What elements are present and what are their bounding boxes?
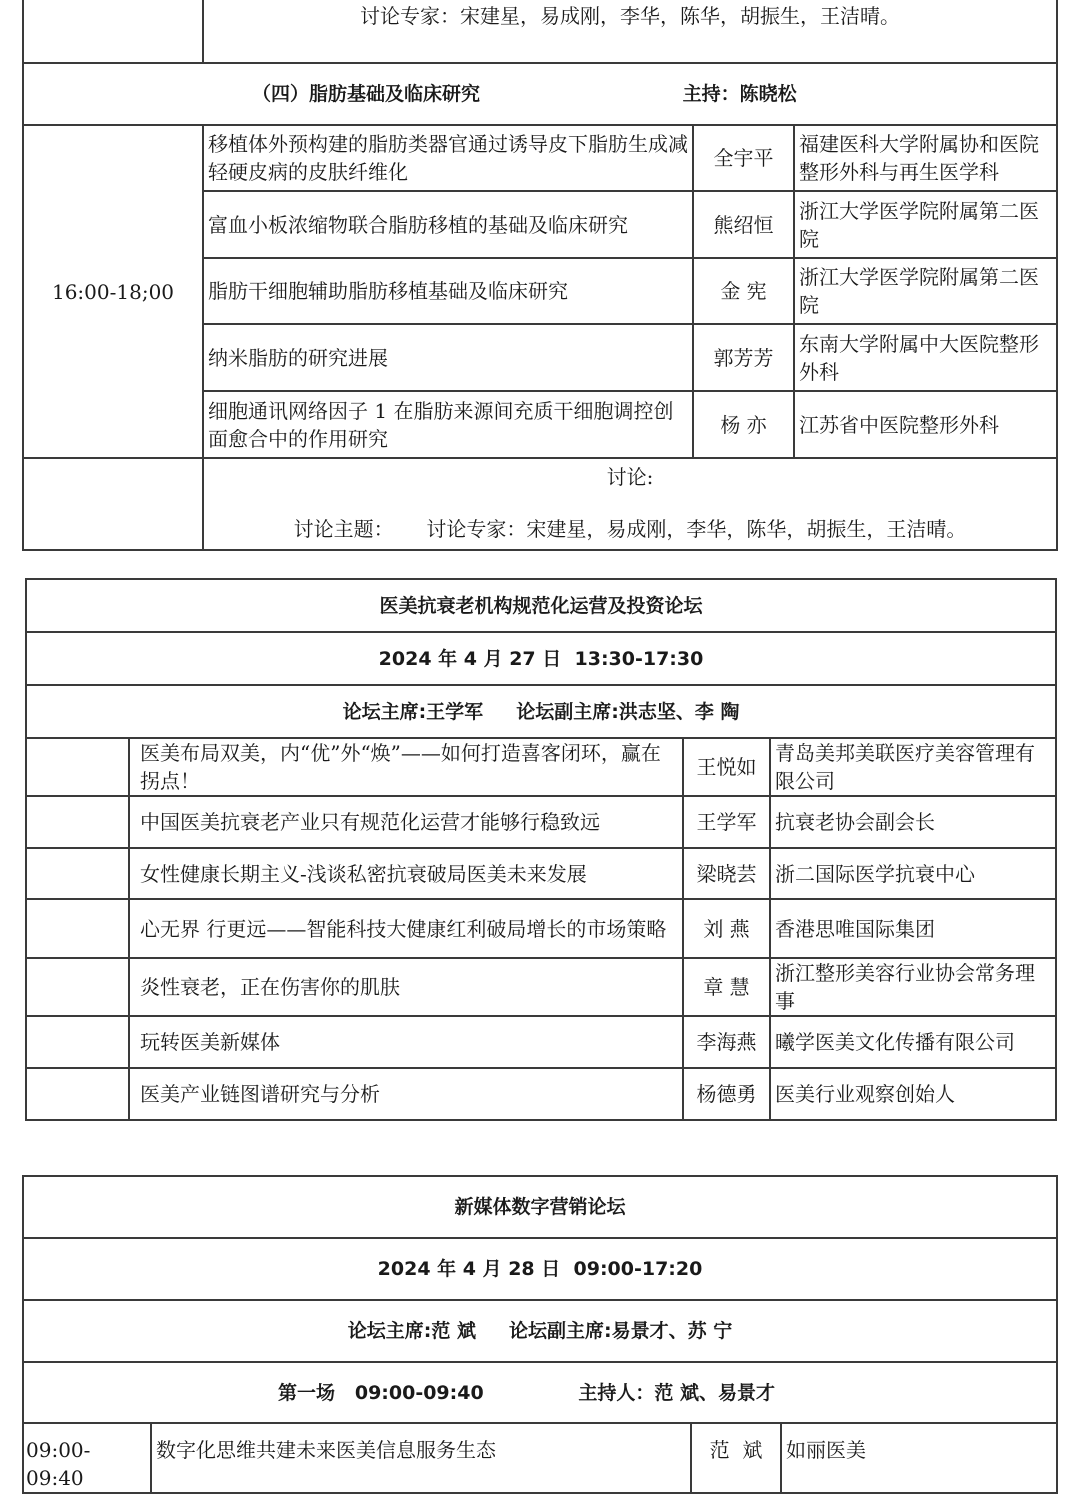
blank-cell (26, 738, 129, 796)
fat-research-table (22, 0, 1058, 551)
new-media-forum-table (22, 1175, 1058, 1494)
speaker-name: 郭芳芳 (693, 324, 794, 391)
blank-cell (23, 0, 203, 63)
forum-title: 医美抗衰老机构规范化运营及投资论坛 (26, 579, 1056, 632)
forum-title: 新媒体数字营销论坛 (23, 1176, 1057, 1238)
blank-cell (26, 848, 129, 899)
speaker-org: 浙江大学医学院附属第二医院 (794, 191, 1057, 258)
section-header (23, 63, 1057, 125)
blank-cell (26, 1016, 129, 1068)
speaker-org: 医美行业观察创始人 (770, 1068, 1056, 1120)
speaker-org: 东南大学附属中大医院整形外科 (794, 324, 1057, 391)
speaker-name: 章 慧 (683, 958, 770, 1016)
discussion-line (208, 515, 1052, 543)
speaker-name: 王学军 (683, 796, 770, 848)
discussion-block (203, 458, 1057, 550)
forum-date: 2024 年 4 月 27 日 13:30-17:30 (26, 632, 1056, 685)
talk-topic: 脂肪干细胞辅助脂肪移植基础及临床研究 (203, 258, 693, 324)
talk-topic: 移植体外预构建的脂肪类器官通过诱导皮下脂肪生成减轻硬皮病的皮肤纤维化 (203, 125, 693, 191)
blank-cell (26, 958, 129, 1016)
talk-topic: 玩转医美新媒体 (129, 1016, 683, 1068)
session-host: 主持人：范 斌、易景才 (578, 1381, 775, 1404)
talk-time: 09:00-09:40 (23, 1423, 151, 1493)
speaker-org: 曦学医美文化传播有限公司 (770, 1016, 1056, 1068)
speaker-org: 福建医科大学附属协和医院整形外科与再生医学科 (794, 125, 1057, 191)
session-header (23, 1362, 1057, 1423)
talk-topic: 富血小板浓缩物联合脂肪移植的基础及临床研究 (203, 191, 693, 258)
speaker-org: 浙江大学医学院附属第二医院 (794, 258, 1057, 324)
talk-topic: 细胞通讯网络因子 1 在脂肪来源间充质干细胞调控创面愈合中的作用研究 (203, 391, 693, 458)
talk-topic: 中国医美抗衰老产业只有规范化运营才能够行稳致远 (129, 796, 683, 848)
speaker-org: 青岛美邦美联医疗美容管理有限公司 (770, 738, 1056, 796)
talk-topic: 女性健康长期主义-浅谈私密抗衰破局医美未来发展 (129, 848, 683, 899)
speaker-name: 熊绍恒 (693, 191, 794, 258)
forum-chairs: 论坛主席:范 斌 论坛副主席:易景才、苏 宁 (23, 1300, 1057, 1362)
speaker-name: 王悦如 (683, 738, 770, 796)
speaker-name: 范 斌 (691, 1423, 781, 1493)
speaker-org: 香港思唯国际集团 (770, 899, 1056, 958)
forum-chairs: 论坛主席:王学军 论坛副主席:洪志坚、李 陶 (26, 685, 1056, 738)
speaker-org: 浙江整形美容行业协会常务理事 (770, 958, 1056, 1016)
session-time: 16:00-18;00 (23, 125, 203, 458)
top-discussion-experts: 讨论专家：宋建星，易成刚，李华，陈华，胡振生，王洁晴。 (203, 0, 1057, 63)
discussion-label: 讨论: (606, 465, 654, 489)
blank-cell (23, 458, 203, 550)
speaker-name: 杨德勇 (683, 1068, 770, 1120)
talk-topic: 心无界 行更远——智能科技大健康红利破局增长的市场策略 (129, 899, 683, 958)
speaker-org: 江苏省中医院整形外科 (794, 391, 1057, 458)
anti-aging-forum-table (25, 578, 1057, 1121)
speaker-name: 李海燕 (683, 1016, 770, 1068)
talk-topic: 医美产业链图谱研究与分析 (129, 1068, 683, 1120)
speaker-name: 杨 亦 (693, 391, 794, 458)
speaker-org: 抗衰老协会副会长 (770, 796, 1056, 848)
talk-topic: 纳米脂肪的研究进展 (203, 324, 693, 391)
discussion-theme: 讨论主题： (293, 517, 394, 541)
speaker-name: 梁晓芸 (683, 848, 770, 899)
discussion-experts: 讨论专家：宋建星，易成刚，李华，陈华，胡振生，王洁晴。 (426, 517, 967, 541)
speaker-org: 浙二国际医学抗衰中心 (770, 848, 1056, 899)
speaker-org: 如丽医美 (781, 1423, 1057, 1493)
blank-cell (26, 899, 129, 958)
speaker-name: 刘 燕 (683, 899, 770, 958)
talk-topic: 医美布局双美，内“优”外“焕”——如何打造喜客闭环，赢在拐点！ (129, 738, 683, 796)
blank-cell (26, 796, 129, 848)
speaker-name: 金 宪 (693, 258, 794, 324)
talk-topic: 数字化思维共建未来医美信息服务生态 (151, 1423, 691, 1493)
talk-topic: 炎性衰老，正在伤害你的肌肤 (129, 958, 683, 1016)
section-host: 主持：陈晓松 (682, 83, 797, 105)
session-title: 第一场 09:00-09:40 (278, 1381, 484, 1404)
forum-date: 2024 年 4 月 28 日 09:00-17:20 (23, 1238, 1057, 1300)
speaker-name: 全宇平 (693, 125, 794, 191)
section-title: （四）脂肪基础及临床研究 (252, 83, 481, 105)
blank-cell (26, 1068, 129, 1120)
